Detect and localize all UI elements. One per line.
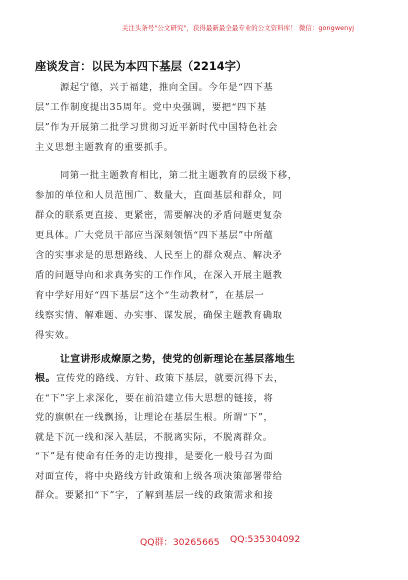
paragraph-line: 得实效。 [35, 330, 75, 341]
document-title: 座谈发言：以民为本四下基层（2214字） [35, 60, 248, 73]
paragraph-line: 源起宁德，兴于福建，推向全国。今年是“四下基 [60, 82, 274, 93]
paragraph-lead-heading: 让宣讲形成燎原之势，使党的创新理论在基层落地生 [60, 354, 296, 365]
paragraph-line: 群众的联系更直接、更紧密，需要解决的矛盾问题更复杂 [35, 210, 283, 221]
paragraph-line: 线察实情、解难题、办实事、谋发展，确保主题教育确取 [35, 310, 283, 321]
paragraph-line: 主义思想主题教育的重要抓手。 [35, 142, 174, 153]
paragraph-2 [35, 166, 376, 346]
paragraph-line: 层”工作制度提出35周年。党中央强调，要把“四下基 [35, 102, 267, 113]
paragraph-line: 同第一批主题教育相比，第二批主题教育的层级下移， [60, 170, 298, 181]
paragraph-line [35, 369, 376, 388]
paragraph-line: 育中学好用好“四下基层”这个“生动教材”，在基层一 [35, 290, 265, 301]
footer-qq-group: QQ群：30265665 [140, 537, 220, 548]
paragraph-line: 层”作为开展第二批学习贯彻习近平新时代中国特色社会 [35, 122, 278, 133]
paragraph-line: 盾的问题导向和求真务实的工作作风，在深入开展主题教 [35, 270, 283, 281]
header-banner-text: 关注头条号"公文研究"，获得最新最全最专业的公文资料库！ 微信：gongwenyj [121, 23, 355, 32]
paragraph-1 [35, 78, 376, 158]
page-header [112, 15, 364, 39]
paragraph-line: 就是下沉一线和深入基层，不脱离实际，不脱离群众。 [35, 431, 273, 443]
paragraph-lead-tail: 根。 [35, 373, 57, 385]
paragraph-line: “下”是有使命有任务的走访搜排，是要化一般号召为面 [35, 451, 274, 463]
paragraph-3 [35, 350, 376, 506]
paragraph-line-text: 宣传党的路线、方针、政策下基层，就要沉得下去， [56, 373, 284, 385]
paragraph-line: 更具体。广大党员干部应当深刻领悟“四下基层”中所蕴 [35, 230, 274, 241]
paragraph-line: 党的旗帜在一线飘扬，让理论在基层生根。所谓“下”， [35, 412, 274, 424]
paragraph-line: 在“下”字上求深化，要在前沿建立伟大思想的链接，将 [35, 392, 274, 404]
paragraph-line: 参加的单位和人员范围广、数量大，直面基层和群众，同 [35, 190, 283, 201]
paragraph-line: 对面宣传，将中央路线方针政策和上级各项决策部署带给 [35, 470, 283, 482]
footer-qq-contact: QQ:535304092 [230, 534, 301, 545]
paragraph-line: 群众。要紧扣“下”字，了解到基层一线的政策需求和接 [35, 490, 274, 502]
page-footer [0, 530, 408, 550]
paragraph-line: 含的实事求是的思想路线、人民至上的群众观点、解决矛 [35, 250, 283, 261]
